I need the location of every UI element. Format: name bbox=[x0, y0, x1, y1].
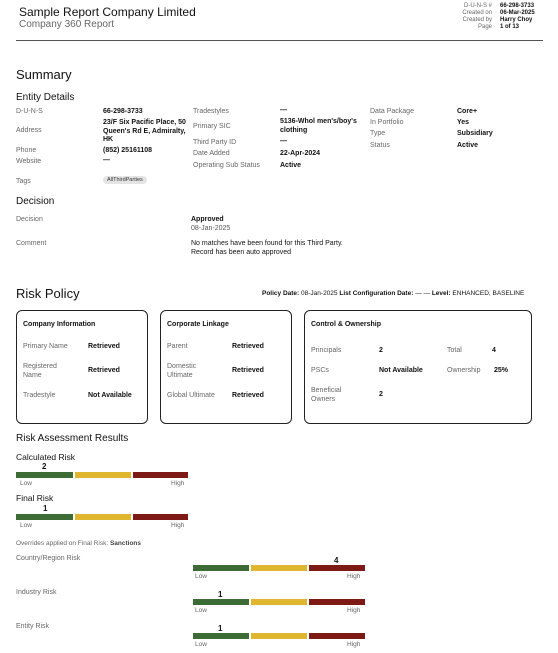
report-subtitle: Company 360 Report bbox=[19, 19, 115, 30]
tags-label: Tags bbox=[16, 178, 31, 185]
beneficial-owners-label: Beneficial Owners bbox=[311, 387, 342, 403]
global-ultimate-value: Retrieved bbox=[232, 392, 264, 399]
entity-risk-bar-low bbox=[193, 633, 249, 639]
primary-name-value: Retrieved bbox=[88, 343, 120, 350]
industry-risk-bar-high bbox=[309, 599, 365, 605]
country-risk-bar-low bbox=[193, 565, 249, 571]
calculated-risk-bar-high bbox=[133, 472, 188, 478]
operating-sub-status-label: Operating Sub Status bbox=[193, 162, 260, 169]
meta-created-value: 06-Mar-2025 bbox=[500, 10, 535, 16]
phone-label: Phone bbox=[16, 147, 37, 154]
total-value: 4 bbox=[492, 347, 496, 354]
meta-createdby-label: Created by bbox=[462, 17, 492, 23]
corporate-linkage-title: Corporate Linkage bbox=[167, 321, 229, 328]
principals-label: Principals bbox=[311, 347, 342, 354]
duns-label: D-U-N-S bbox=[16, 108, 43, 115]
risk-assessment-title: Risk Assessment Results bbox=[16, 433, 129, 444]
country-risk-high-label: High bbox=[347, 573, 361, 580]
industry-risk-bar-low bbox=[193, 599, 249, 605]
tradestyle-value: Not Available bbox=[88, 392, 132, 399]
website-label: Website bbox=[16, 158, 42, 165]
parent-label: Parent bbox=[167, 343, 188, 350]
beneficial-owners-value: 2 bbox=[379, 391, 383, 398]
principals-value: 2 bbox=[379, 347, 383, 354]
duns-value: 66-298-3733 bbox=[103, 108, 143, 115]
type-label: Type bbox=[370, 130, 386, 137]
comment-line-2: Record has been auto approved bbox=[191, 249, 292, 256]
industry-risk-low-label: Low bbox=[195, 607, 207, 614]
final-risk-bar-medium bbox=[75, 514, 131, 520]
registered-name-value: Retrieved bbox=[88, 367, 120, 374]
data-package-value: Core+ bbox=[457, 108, 478, 115]
final-risk-bar-high bbox=[133, 514, 188, 520]
type-value: Subsidiary bbox=[457, 130, 493, 137]
third-party-id-label: Third Party ID bbox=[193, 139, 237, 146]
calculated-risk-bar-low bbox=[16, 472, 73, 478]
risk-policy-title: Risk Policy bbox=[16, 286, 80, 301]
pscs-label: PSCs bbox=[311, 367, 329, 374]
industry-risk-bar-medium bbox=[251, 599, 307, 605]
primary-sic-label: Primary SIC bbox=[193, 123, 231, 130]
calculated-risk-label: Calculated Risk bbox=[16, 452, 76, 462]
parent-value: Retrieved bbox=[232, 343, 264, 350]
report-company-name: Sample Report Company Limited bbox=[19, 5, 196, 19]
entity-risk-low-label: Low bbox=[195, 641, 207, 648]
address-value: 23/F Six Pacific Place, 50 Queen's Rd E, Admiralty, HK bbox=[103, 119, 186, 143]
tradestyles-label: Tradestyles bbox=[193, 108, 229, 115]
decision-value: Approved bbox=[191, 216, 224, 223]
decision-date: 08-Jan-2025 bbox=[191, 225, 231, 232]
meta-created-label: Created on bbox=[462, 10, 492, 16]
tag-chip[interactable]: AllThirdParties bbox=[103, 176, 147, 184]
calculated-risk-high-label: High bbox=[171, 480, 185, 487]
meta-page-label: Page bbox=[477, 24, 492, 30]
tradestyles-value: — bbox=[280, 107, 287, 114]
country-risk-bar-medium bbox=[251, 565, 307, 571]
entity-risk-label: Entity Risk bbox=[16, 623, 50, 630]
policy-date-label: Policy Date: bbox=[262, 290, 300, 297]
entity-risk-bar-medium bbox=[251, 633, 307, 639]
country-risk-low-label: Low bbox=[195, 573, 207, 580]
policy-date-value: 08-Jan-2025 bbox=[301, 290, 338, 297]
level-value: ENHANCED, BASELINE bbox=[452, 290, 525, 297]
registered-name-label: Registered Name bbox=[23, 363, 57, 379]
date-added-value: 22-Apr-2024 bbox=[280, 150, 321, 157]
decision-label: Decision bbox=[16, 216, 43, 223]
list-config-value: — bbox=[415, 290, 422, 297]
country-risk-label: Country/Region Risk bbox=[16, 555, 81, 562]
summary-title: Summary bbox=[16, 67, 72, 82]
industry-risk-label: Industry Risk bbox=[16, 589, 57, 596]
final-risk-low-label: Low bbox=[20, 522, 32, 529]
date-added-label: Date Added bbox=[193, 150, 230, 157]
company-information-card bbox=[16, 310, 148, 424]
meta-createdby-value: Harry Choy bbox=[500, 17, 533, 23]
final-risk-bar-low bbox=[16, 514, 73, 520]
ownership-value: 25% bbox=[494, 367, 509, 374]
phone-value: (852) 25161108 bbox=[103, 147, 153, 154]
domestic-ultimate-value: Retrieved bbox=[232, 367, 264, 374]
meta-page-value: 1 of 13 bbox=[500, 24, 520, 30]
industry-risk-value: 1 bbox=[218, 590, 223, 599]
comment-label: Comment bbox=[16, 240, 47, 247]
calculated-risk-low-label: Low bbox=[20, 480, 32, 487]
total-label: Total bbox=[447, 347, 462, 354]
in-portfolio-value: Yes bbox=[457, 119, 470, 126]
level-label: Level: bbox=[431, 290, 451, 297]
address-label: Address bbox=[16, 127, 42, 134]
final-risk-high-label: High bbox=[171, 522, 185, 529]
status-value: Active bbox=[457, 142, 479, 149]
pscs-value: Not Available bbox=[379, 367, 423, 374]
domestic-ultimate-label: Domestic Ultimate bbox=[167, 363, 197, 379]
website-value: — bbox=[103, 157, 110, 164]
decision-title: Decision bbox=[16, 196, 55, 207]
overrides-note bbox=[16, 540, 141, 547]
control-ownership-card bbox=[304, 310, 532, 424]
final-risk-label: Final Risk bbox=[16, 493, 54, 503]
third-party-id-value: — bbox=[280, 138, 287, 145]
entity-details-title: Entity Details bbox=[16, 92, 75, 103]
meta-duns-label: D-U-N-S # bbox=[464, 3, 492, 9]
in-portfolio-label: In Portfolio bbox=[370, 119, 404, 126]
entity-risk-value: 1 bbox=[218, 624, 223, 633]
data-package-label: Data Package bbox=[370, 108, 414, 115]
operating-sub-status-value: Active bbox=[280, 162, 302, 169]
control-ownership-title: Control & Ownership bbox=[311, 321, 381, 328]
tradestyle-label: Tradestyle bbox=[23, 392, 56, 399]
list-config-label: List Configuration Date: bbox=[339, 290, 414, 297]
country-risk-bar-high bbox=[309, 565, 365, 571]
primary-name-label: Primary Name bbox=[23, 343, 68, 350]
industry-risk-high-label: High bbox=[347, 607, 361, 614]
company-information-title: Company Information bbox=[23, 321, 96, 328]
overrides-value: Sanctions bbox=[109, 540, 141, 547]
header-divider bbox=[16, 40, 543, 41]
ownership-label: Ownership bbox=[447, 367, 481, 374]
overrides-prefix: Overrides applied on Final Risk: bbox=[16, 540, 109, 547]
policy-meta: Policy Date: 08-Jan-2025 List Configuration Date: — — Level: ENHANCED, BASELINE bbox=[262, 290, 525, 297]
primary-sic-value: 5136-Whol men's/boy's clothing bbox=[280, 118, 357, 134]
entity-risk-bar-high bbox=[309, 633, 365, 639]
entity-risk-high-label: High bbox=[347, 641, 361, 648]
meta-duns-value: 66-298-3733 bbox=[500, 3, 535, 9]
corporate-linkage-card bbox=[160, 310, 292, 424]
country-risk-value: 4 bbox=[334, 556, 339, 565]
final-risk-value: 1 bbox=[43, 504, 48, 513]
status-label: Status bbox=[370, 142, 390, 149]
calculated-risk-bar-medium bbox=[75, 472, 131, 478]
global-ultimate-label: Global Ultimate bbox=[167, 392, 215, 399]
comment-line-1: No matches have been found for this Third Party. bbox=[191, 240, 343, 247]
calculated-risk-value: 2 bbox=[42, 462, 47, 471]
